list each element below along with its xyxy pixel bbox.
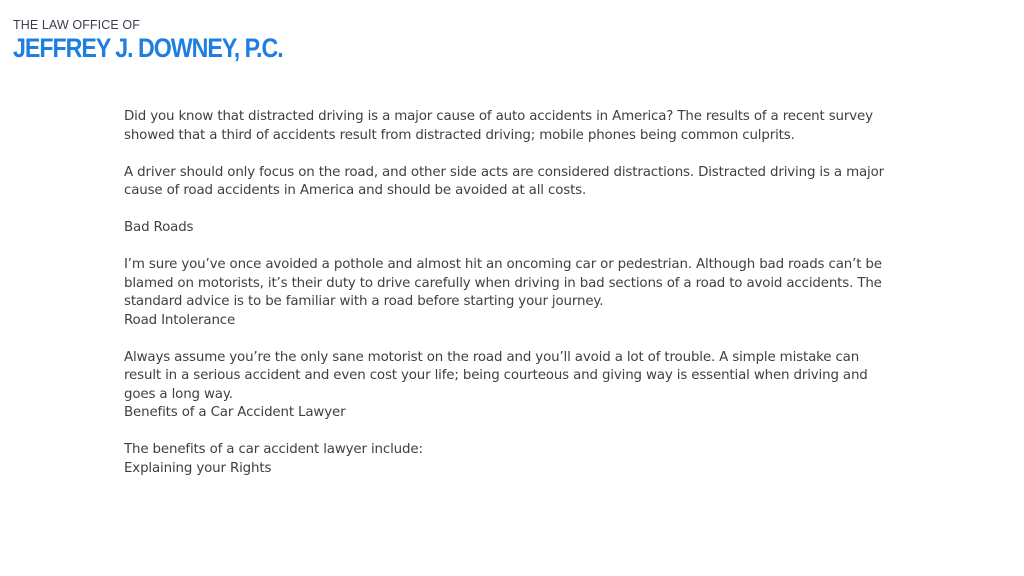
list-item: Explaining your Rights (124, 460, 272, 476)
heading-bad-roads: Bad Roads (124, 220, 194, 235)
paragraph-spacer (124, 145, 884, 164)
paragraph-bad-roads: I’m sure you’ve once avoided a pothole and almost hit an oncoming car or pedestrian. Although bad roads can’t be blamed on motorists, it’s their duty to drive carefully when driving in bad sections of a road to avoid accidents. The standard advice is to be familiar with a road before starting your journey. (124, 257, 882, 309)
logo-top-line: THE LAW OFFICE OF (13, 18, 140, 32)
firm-logo (13, 18, 283, 63)
heading-benefits: Benefits of a Car Accident Lawyer (124, 405, 346, 420)
heading-road-intolerance: Road Intolerance (124, 312, 236, 328)
paragraph-distracted-detail: A driver should only focus on the road, and other side acts are considered distractions. Distracted driving is a major cause of road accidents in America and should be avoided at all costs. (124, 164, 884, 198)
paragraph-road-intolerance: Always assume you’re the only sane motorist on the road and you’ll avoid a lot of trouble. A simple mistake can result in a serious accident and even cost your life; being courteous and giving way is essential when driving and goes a long way. (124, 349, 868, 402)
paragraph-distracted-intro: Did you know that distracted driving is a major cause of auto accidents in America? The results of a recent survey showed that a third of accidents result from distracted driving; mobile phones being common culprits. (124, 109, 873, 143)
paragraph-spacer (124, 330, 884, 349)
paragraph-spacer (124, 423, 884, 442)
paragraph-benefits-intro: The benefits of a car accident lawyer include: (124, 442, 423, 457)
paragraph-spacer (124, 238, 884, 257)
logo-firm-name: JEFFREY J. DOWNEY, P.C. (13, 33, 283, 63)
paragraph-spacer (124, 201, 884, 220)
article-body (124, 108, 884, 478)
